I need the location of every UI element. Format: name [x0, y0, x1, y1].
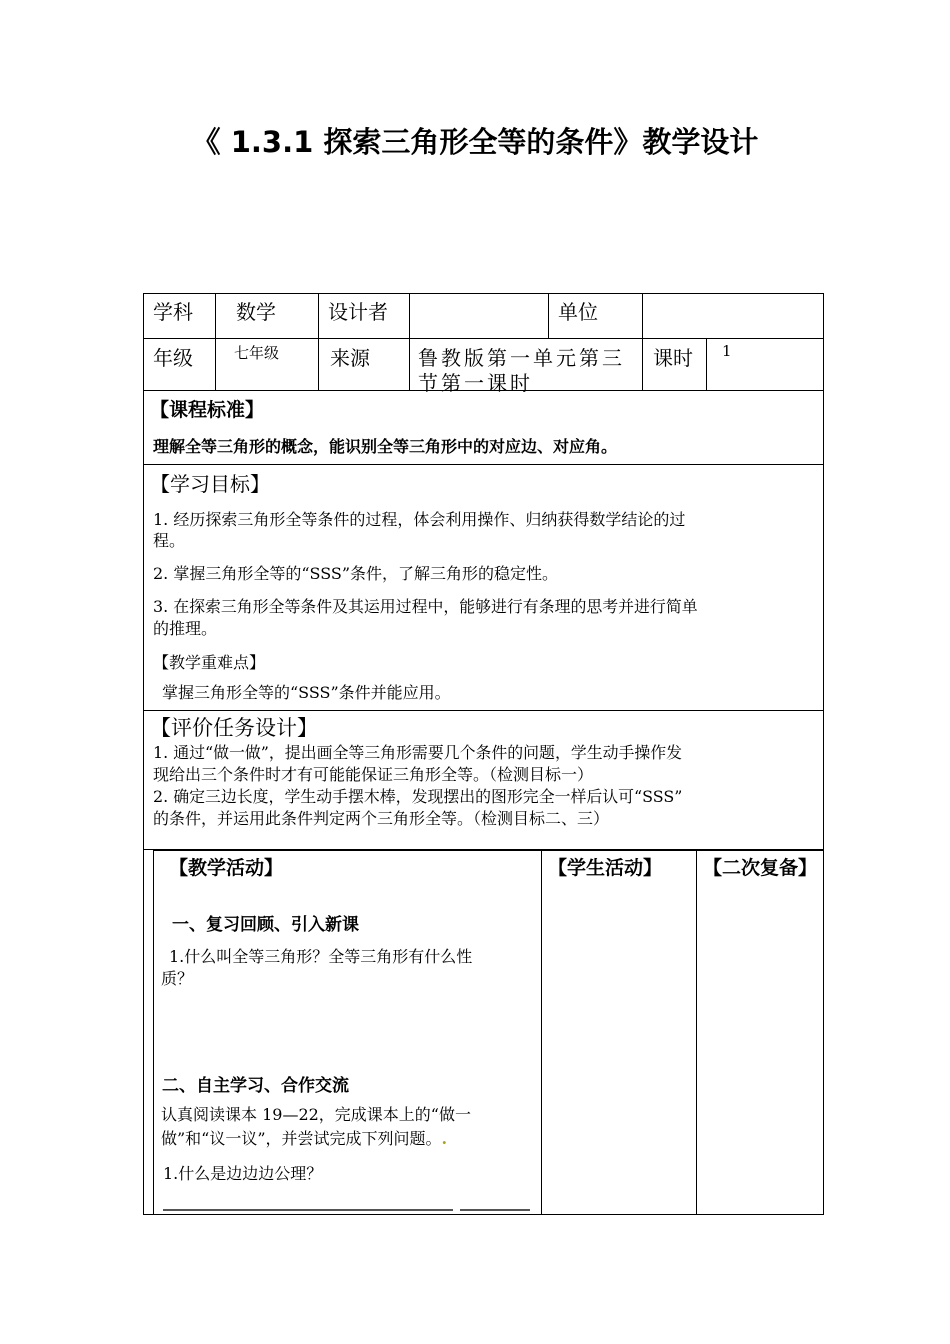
objective-3-line1: 3. 在探索三角形全等条件及其运用过程中，能够进行有条理的思考并进行简单: [153, 597, 698, 616]
evaluation-line3: 2. 确定三边长度，学生动手摆木棒，发现摆出的图形完全一样后认可“SSS”: [153, 787, 683, 806]
question-2: 1.什么是边边边公理？: [163, 1164, 323, 1183]
objective-3-line2: 的推理。: [153, 619, 218, 638]
divider: [215, 293, 216, 390]
grade-label: 年级: [153, 346, 193, 370]
section-2-title: 二、自主学习、合作交流: [162, 1076, 349, 1096]
divider: [143, 1214, 824, 1215]
divider: [143, 338, 824, 339]
objective-1-line2: 程。: [153, 531, 186, 550]
divider: [318, 293, 319, 390]
student-activity-heading: 【学生活动】: [548, 857, 663, 879]
source-value-line1: 鲁教版第一单元第三: [418, 346, 625, 370]
divider: [460, 1209, 530, 1211]
subject-value: 数学: [236, 300, 276, 324]
divider: [143, 464, 824, 465]
designer-label: 设计者: [328, 300, 388, 324]
page-title: 《 1.3.1 探索三角形全等的条件》教学设计: [191, 125, 759, 159]
divider: [409, 293, 410, 390]
divider: [143, 710, 824, 711]
divider: [642, 293, 643, 390]
evaluation-line1: 1. 通过“做一做”，提出画全等三角形需要几个条件的问题，学生动手操作发: [153, 743, 683, 762]
activities-table: [153, 850, 824, 1214]
divider: [143, 850, 144, 1215]
question-1-line2: 质？: [161, 969, 194, 988]
evaluation-line2: 现给出三个条件时才有可能能保证三角形全等。（检测目标一）: [153, 765, 594, 784]
divider: [548, 293, 549, 338]
second-prep-heading: 【二次复备】: [703, 857, 818, 879]
section-1-title: 一、复习回顾、引入新课: [172, 915, 359, 935]
objective-2: 2. 掌握三角形全等的“SSS”条件，了解三角形的稳定性。: [153, 564, 559, 583]
key-points-text: 掌握三角形全等的“SSS”条件并能应用。: [162, 683, 451, 702]
subject-label: 学科: [153, 300, 193, 324]
highlight-dot: .: [441, 1129, 448, 1148]
divider: [541, 850, 542, 1214]
divider: [163, 1209, 453, 1211]
unit-label: 单位: [558, 300, 598, 324]
source-value-line2: 节第一课时: [418, 371, 533, 395]
curriculum-heading: 【课程标准】: [150, 399, 265, 421]
divider: [706, 338, 707, 390]
objectives-heading: 【学习目标】: [150, 472, 270, 496]
reading-line2: [161, 1126, 447, 1149]
evaluation-line4: 的条件，并运用此条件判定两个三角形全等。（检测目标二、三）: [153, 809, 610, 828]
evaluation-heading: 【评价任务设计】: [150, 716, 318, 740]
question-1-line1: 1.什么叫全等三角形？全等三角形有什么性: [169, 947, 473, 966]
objective-1-line1: 1. 经历探索三角形全等条件的过程，体会利用操作、归纳获得数学结论的过: [153, 510, 686, 529]
teaching-activity-heading: 【教学活动】: [169, 857, 284, 879]
grade-value: 七年级: [234, 344, 280, 362]
source-label: 来源: [330, 346, 370, 370]
period-label: 课时: [653, 346, 693, 370]
period-value: 1: [722, 342, 732, 360]
reading-line1: 认真阅读课本 19—22，完成课本上的“做一: [161, 1105, 471, 1124]
curriculum-text: 理解全等三角形的概念，能识别全等三角形中的对应边、对应角。: [153, 437, 618, 456]
key-points-heading: 【教学重难点】: [153, 653, 266, 672]
reading-line2-text: 做”和“议一议”，并尝试完成下列问题。: [161, 1129, 442, 1148]
divider: [696, 850, 697, 1214]
